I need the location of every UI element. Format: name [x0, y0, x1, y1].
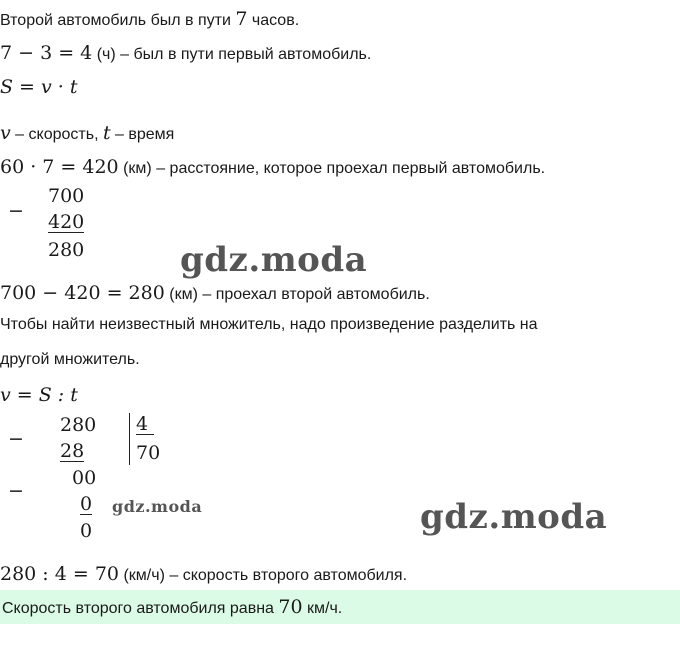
- line-10-text: (км/ч) – скорость второго автомобиля.: [119, 567, 408, 584]
- subtraction-result: 280: [48, 239, 85, 261]
- division-step-1-remainder: 00: [72, 467, 97, 489]
- var-v: v: [0, 122, 11, 144]
- line-2: [0, 42, 371, 64]
- line-6-expression: 700 − 420 = 280: [0, 282, 165, 304]
- answer-label: Скорость второго автомобиля равна: [2, 600, 279, 617]
- line-7: [0, 316, 538, 334]
- line-6-text: (км) – проехал второй автомобиль.: [164, 286, 430, 303]
- line-5: [0, 156, 545, 178]
- subtraction-subtrahend: 420: [48, 211, 85, 233]
- division-step-1-subtrahend: 28: [60, 440, 85, 462]
- answer-box: [0, 590, 680, 624]
- var-t: t: [102, 122, 111, 144]
- division-minus-sign-2: −: [8, 480, 24, 502]
- line-7-text: Чтобы найти неизвестный множитель, надо произведение разделить на: [0, 316, 538, 333]
- answer-unit: км/ч.: [302, 600, 343, 617]
- watermark-3: gdz.moda: [420, 497, 608, 537]
- line-5-text: (км) – расстояние, которое проехал первый автомобиль.: [118, 160, 546, 177]
- line-3: [0, 76, 78, 98]
- line-10-expression: 280 : 4 = 70: [0, 563, 120, 585]
- line-1-number: 7: [235, 8, 248, 30]
- answer-number: 70: [278, 596, 303, 618]
- line-1-text: Второй автомобиль был в пути: [0, 12, 236, 29]
- line-10: [0, 563, 407, 585]
- division-vertical-bar: [129, 413, 130, 465]
- line-1: [0, 8, 299, 30]
- division-dividend: 280: [60, 414, 97, 436]
- subtraction-minus-sign: −: [8, 200, 24, 222]
- line-8-text: другой множитель.: [0, 351, 140, 368]
- line-2-expression: 7 − 3 = 4: [0, 42, 93, 64]
- subtraction-minuend: 700: [48, 185, 85, 207]
- answer-text: [2, 596, 342, 618]
- watermark-2: gdz.moda: [112, 497, 203, 516]
- line-9: [0, 384, 78, 406]
- formula-s-vt: S = v · t: [0, 76, 78, 98]
- formula-v-s-t: v = S : t: [0, 384, 78, 406]
- line-6: [0, 282, 430, 304]
- division-divisor: 4: [136, 414, 154, 435]
- line-8: [0, 351, 140, 369]
- division-minus-sign-1: −: [8, 428, 24, 450]
- line-4: [0, 122, 174, 144]
- division-quotient: 70: [136, 442, 161, 464]
- line-4-text-1: – скорость,: [10, 126, 103, 143]
- division-step-2-remainder: 0: [80, 520, 93, 542]
- line-4-text-2: – время: [110, 126, 175, 143]
- division-step-2-subtrahend: 0: [80, 493, 93, 515]
- line-5-expression: 60 · 7 = 420: [0, 156, 119, 178]
- line-1-tail: часов.: [247, 12, 300, 29]
- line-2-text: (ч) – был в пути первый автомобиль.: [92, 46, 372, 63]
- watermark-1: gdz.moda: [180, 240, 368, 280]
